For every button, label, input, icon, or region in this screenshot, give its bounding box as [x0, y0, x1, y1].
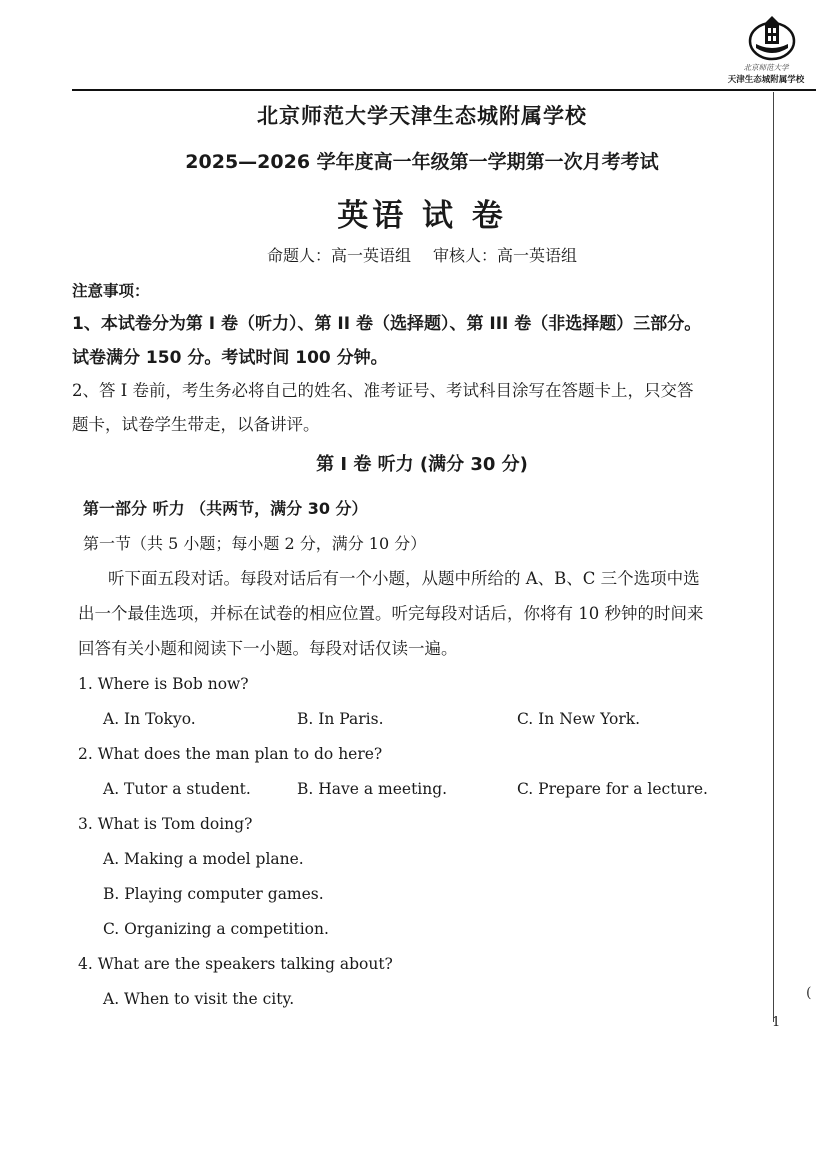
instruction-line-3: 回答有关小题和阅读下一小题。每段对话仅读一遍。: [78, 639, 458, 658]
logo-caption-sub: 北京师范大学: [743, 63, 789, 72]
school-emblem-icon: [748, 14, 796, 64]
note-1-line-2: 试卷满分 150 分。考试时间 100 分钟。: [72, 348, 388, 368]
question-3-stem: 3. What is Tom doing?: [78, 815, 253, 833]
reviewer: 审核人：高一英语组: [433, 246, 578, 265]
question-3-option-c: C. Organizing a competition.: [103, 920, 329, 938]
question-1-stem: 1. Where is Bob now?: [78, 675, 249, 693]
question-2-option-a: A. Tutor a student.: [103, 780, 251, 798]
school-name: 北京师范大学天津生态城附属学校: [257, 104, 587, 128]
question-1-option-a: A. In Tokyo.: [103, 710, 196, 728]
note-2-line-2: 题卡，试卷学生带走，以备讲评。: [72, 415, 320, 434]
question-2-option-b: B. Have a meeting.: [297, 780, 448, 798]
notes-title: 注意事项：: [72, 282, 150, 300]
part-title: 第一部分 听力 （共两节，满分 30 分）: [83, 499, 368, 518]
author: 命题人：高一英语组: [266, 246, 411, 265]
page-number: 1: [772, 1015, 781, 1030]
question-4-option-a: A. When to visit the city.: [103, 990, 295, 1008]
question-2-option-c: C. Prepare for a lecture.: [517, 780, 708, 798]
sub-section-title: 第一节（共 5 小题；每小题 2 分，满分 10 分）: [83, 534, 427, 553]
question-3-option-b: B. Playing computer games.: [103, 885, 324, 903]
question-2-stem: 2. What does the man plan to do here?: [78, 745, 383, 763]
logo-caption: [718, 62, 814, 86]
authors-line: [72, 243, 772, 266]
binding-rule: [773, 92, 774, 1022]
question-1-option-c: C. In New York.: [517, 710, 641, 728]
question-3-option-a: A. Making a model plane.: [103, 850, 304, 868]
question-1-option-b: B. In Paris.: [297, 710, 384, 728]
instruction-line-1: 听下面五段对话。每段对话后有一个小题，从题中所给的 A、B、C 三个选项中选: [108, 569, 700, 588]
edge-mark: (: [806, 985, 812, 1001]
logo-caption-main: 天津生态城附属学校: [727, 75, 805, 85]
header-rule: [72, 89, 816, 91]
note-1-line-1: 1、本试卷分为第 I 卷（听力）、第 II 卷（选择题）、第 III 卷（非选择题）三部分。: [72, 314, 702, 334]
instruction-line-2: 出一个最佳选项，并标在试卷的相应位置。听完每段对话后，你将有 10 秒钟的时间来: [78, 604, 704, 623]
note-2-line-1: 2、答 I 卷前，考生务必将自己的姓名、准考证号、考试科目涂写在答题卡上，只交答: [72, 381, 694, 400]
section-title: 第 I 卷 听力 (满分 30 分): [316, 454, 528, 475]
subject-title: 英语 试 卷: [337, 198, 507, 234]
exam-title: 2025—2026 学年度高一年级第一学期第一次月考考试: [185, 151, 659, 173]
question-4-stem: 4. What are the speakers talking about?: [78, 955, 393, 973]
